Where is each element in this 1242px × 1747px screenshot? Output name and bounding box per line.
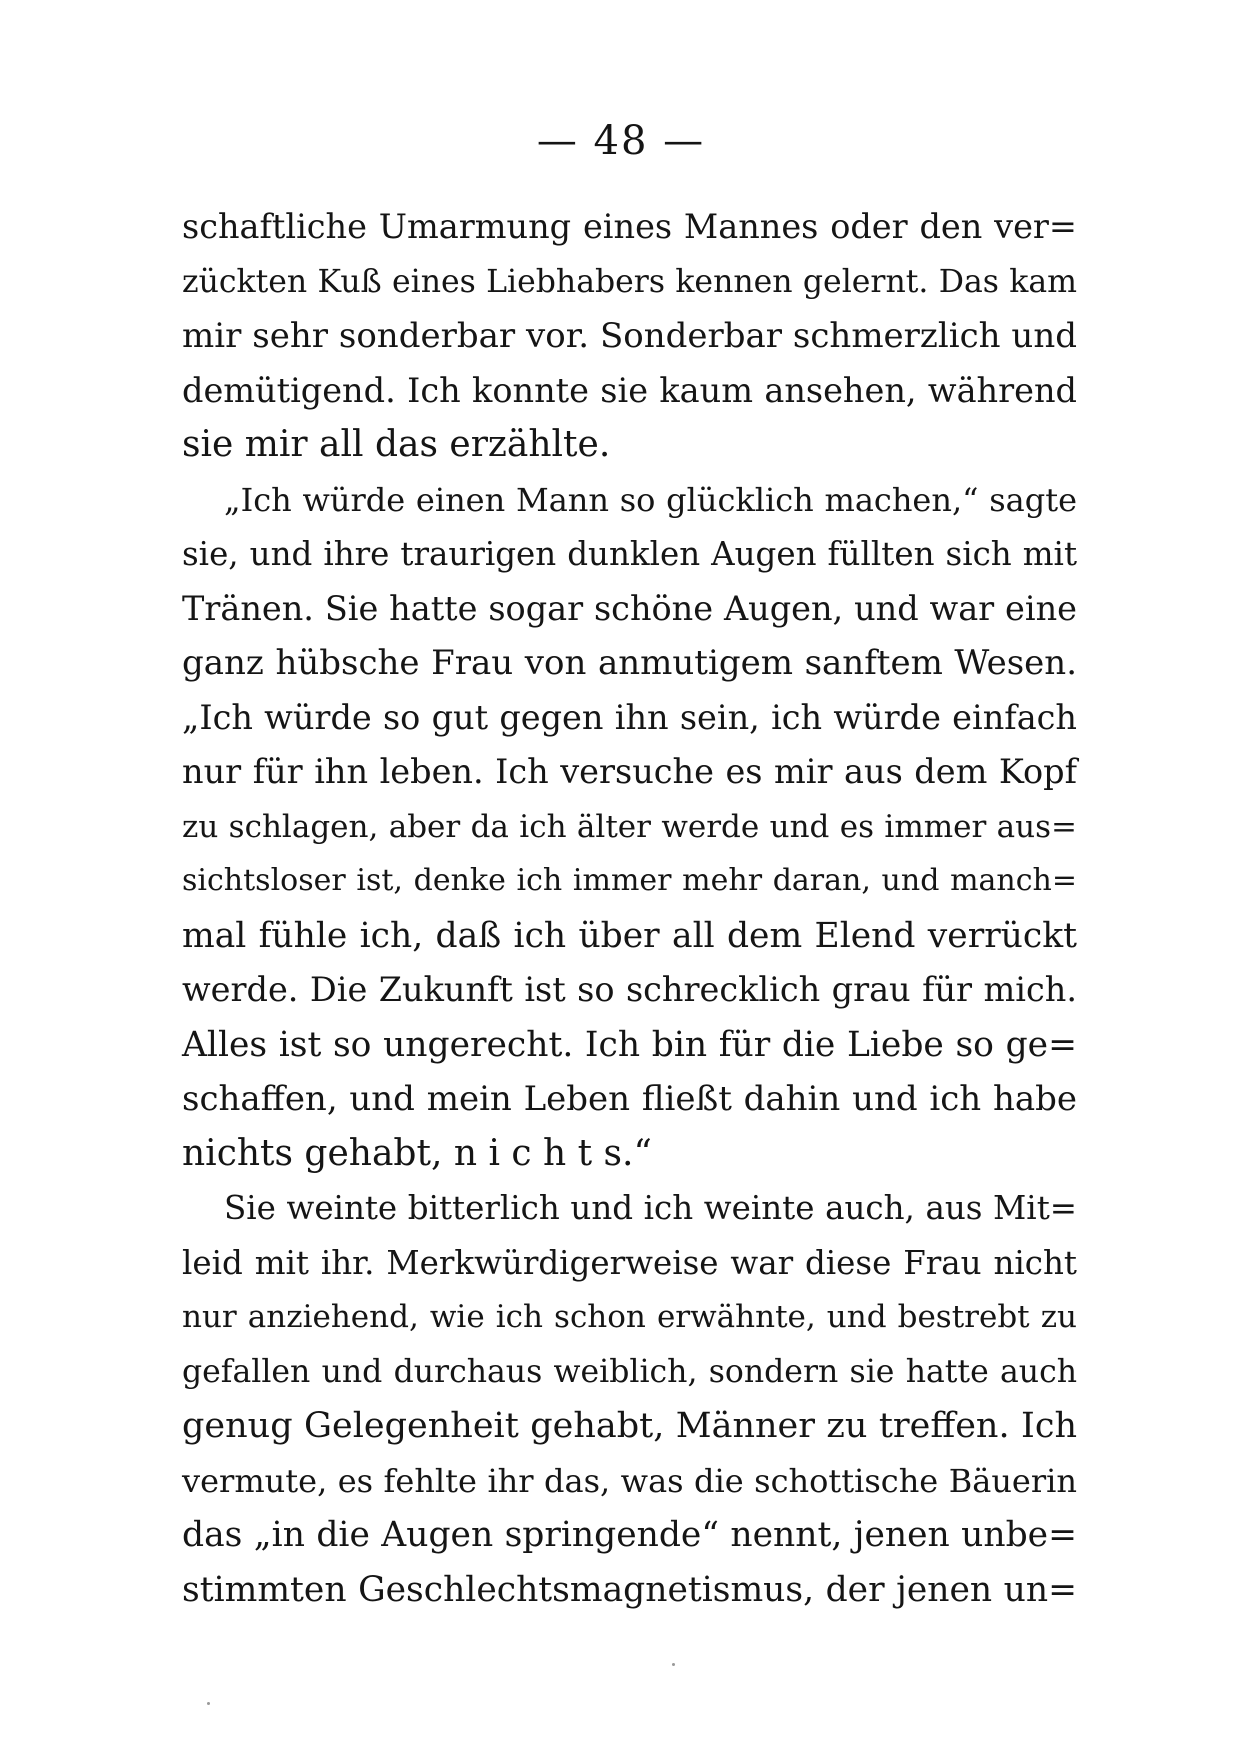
text-line: werde. Die Zukunft ist so schrecklich grau für mich. — [182, 970, 1077, 1009]
text-line: „Ich würde so gut gegen ihn sein, ich würde einfach — [182, 697, 1077, 737]
body-text — [182, 200, 1077, 1617]
text-line: Tränen. Sie hatte sogar schöne Augen, und war eine — [182, 588, 1077, 628]
paper-speck — [207, 1702, 210, 1705]
text-line: schaffen, und mein Leben fließt dahin und ich habe — [182, 1079, 1077, 1119]
text-line: sichtsloser ist, denke ich immer mehr daran, und manch= — [182, 863, 1077, 898]
text-line: mal fühle ich, daß ich über all dem Elend verrückt — [182, 915, 1077, 956]
paragraph-start-line: „Ich würde einen Mann so glücklich machen,“ sagte — [224, 480, 1077, 519]
text-line: schaftliche Umarmung eines Mannes oder den ver= — [182, 207, 1077, 246]
paper-speck — [672, 1663, 675, 1666]
text-line: zu schlagen, aber da ich älter werde und es immer aus= — [182, 808, 1077, 845]
text-line: stimmten Geschlechtsmagnetismus, der jenen un= — [182, 1569, 1077, 1610]
paragraph-end-line: sie mir all das erzählte. — [182, 424, 611, 465]
text-line: sie, und ihre traurigen dunklen Augen füllten sich mit — [182, 535, 1077, 573]
text-line: genug Gelegenheit gehabt, Männer zu treffen. Ich — [182, 1406, 1077, 1446]
text-line: mir sehr sonderbar vor. Sonderbar schmerzlich und — [182, 316, 1077, 356]
text-line: nur anziehend, wie ich schon erwähnte, und bestrebt zu — [182, 1299, 1077, 1335]
text-line: vermute, es fehlte ihr das, was die schottische Bäuerin — [182, 1461, 1077, 1500]
paragraph-start-line: Sie weinte bitterlich und ich weinte auch, aus Mit= — [224, 1189, 1077, 1227]
text-line: zückten Kuß eines Liebhabers kennen gelernt. Das kam — [182, 263, 1077, 300]
text-line: Alles ist so ungerecht. Ich bin für die Liebe so ge= — [182, 1024, 1077, 1065]
text-line: nur für ihn leben. Ich versuche es mir aus dem Kopf — [182, 752, 1077, 791]
text-line: demütigend. Ich konnte sie kaum ansehen, während — [182, 370, 1077, 410]
text-line: gefallen und durchaus weiblich, sondern sie hatte auch — [182, 1353, 1077, 1390]
page-number: — 48 — — [536, 118, 706, 164]
text-line: ganz hübsche Frau von anmutigem sanftem Wesen. — [182, 643, 1077, 683]
text-line: das „in die Augen springende“ nennt, jenen unbe= — [182, 1515, 1077, 1555]
paragraph-end-line: nichts gehabt, n i c h t s.“ — [182, 1132, 652, 1174]
text-line: leid mit ihr. Merkwürdigerweise war diese Frau nicht — [182, 1243, 1077, 1282]
